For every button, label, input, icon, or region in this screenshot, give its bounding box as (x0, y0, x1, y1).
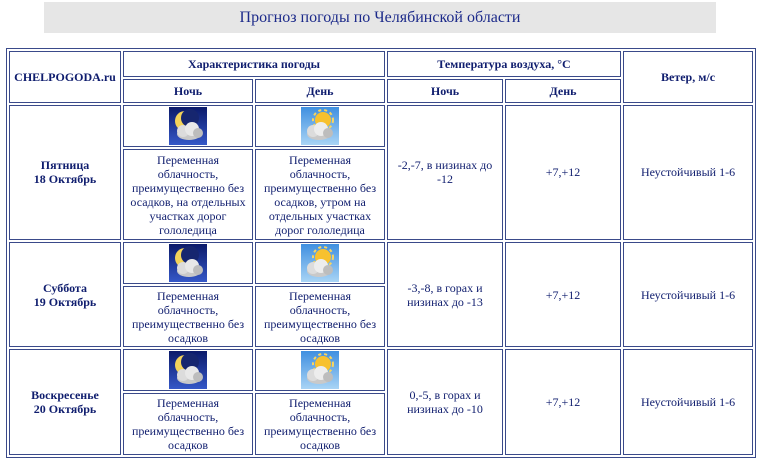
night-description: Переменная облачность, преимущественно без осадков (123, 393, 253, 455)
forecast-table (6, 48, 756, 458)
temp-night: 0,-5, в горах и низинах до -10 (387, 349, 503, 455)
moon-cloud-icon (169, 244, 207, 282)
day-icon-cell (255, 105, 385, 147)
page-title: Прогноз погоды по Челябинской области (44, 2, 716, 33)
wind: Неустойчивый 1-6 (623, 242, 753, 348)
day-date: 19 Октябрь (33, 294, 97, 309)
sun-cloud-icon (301, 351, 339, 389)
day-name: Воскресенье (31, 388, 99, 403)
wind: Неустойчивый 1-6 (623, 105, 753, 239)
temp-day: +7,+12 (505, 349, 621, 455)
wind: Неустойчивый 1-6 (623, 349, 753, 455)
temp-night: -2,-7, в низинах до -12 (387, 105, 503, 239)
wind-column-header: Ветер, м/с (623, 51, 753, 103)
night-icon-cell (123, 105, 253, 147)
weather-day-header: День (255, 79, 385, 104)
day-label (9, 105, 121, 239)
day-icon-cell (255, 349, 385, 391)
temp-night: -3,-8, в горах и низинах до -13 (387, 242, 503, 348)
day-description: Переменная облачность, преимущественно без осадков (255, 286, 385, 348)
day-description: Переменная облачность, преимущественно без осадков, утром на отдельных участках дорог гололедица (255, 149, 385, 239)
night-icon-cell (123, 242, 253, 284)
temp-day: +7,+12 (505, 242, 621, 348)
temperature-column-header: Температура воздуха, °С (387, 51, 621, 77)
night-description: Переменная облачность, преимущественно без осадков (123, 286, 253, 348)
weather-night-header: Ночь (123, 79, 253, 104)
day-date: 18 Октябрь (33, 172, 97, 187)
moon-cloud-icon (169, 107, 207, 145)
temp-day: +7,+12 (505, 105, 621, 239)
day-icon-cell (255, 242, 385, 284)
day-description: Переменная облачность, преимущественно без осадков (255, 393, 385, 455)
day-name: Пятница (40, 158, 90, 173)
temp-night-header: Ночь (387, 79, 503, 104)
day-label (9, 349, 121, 455)
brand-label: CHELPOGODA.ru (9, 51, 121, 103)
sun-cloud-icon (301, 107, 339, 145)
sun-cloud-icon (301, 244, 339, 282)
temp-day-header: День (505, 79, 621, 104)
moon-cloud-icon (169, 351, 207, 389)
weather-column-header: Характеристика погоды (123, 51, 385, 77)
night-icon-cell (123, 349, 253, 391)
day-name: Суббота (43, 280, 87, 295)
day-date: 20 Октябрь (33, 402, 97, 417)
night-description: Переменная облачность, преимущественно без осадков, на отдельных участках дорог гололедица (123, 149, 253, 239)
day-label (9, 242, 121, 348)
